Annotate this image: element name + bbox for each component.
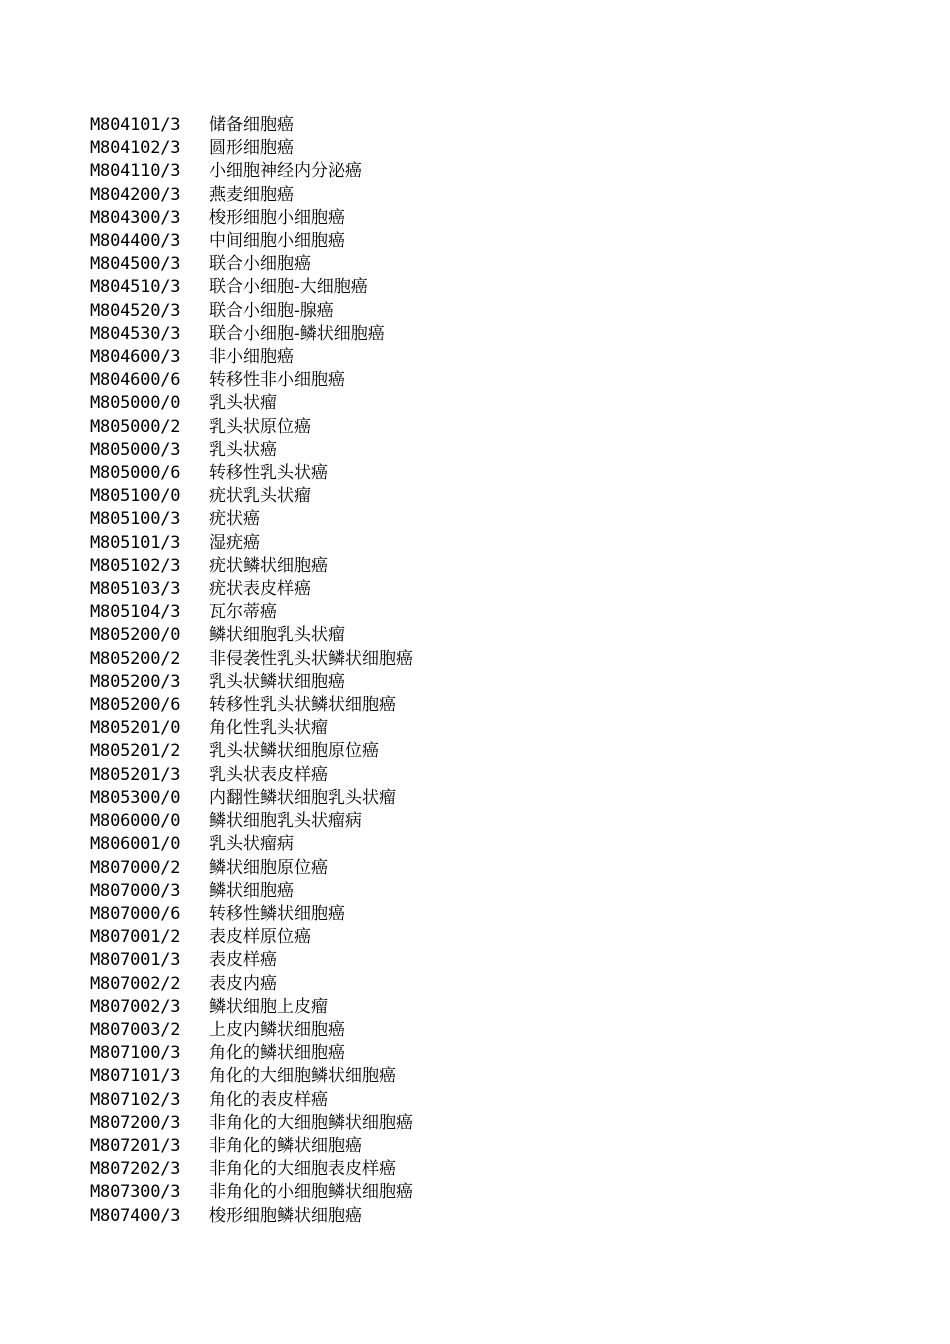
- morphology-code: M804500/3: [90, 254, 181, 275]
- morphology-code: M807201/3: [90, 1135, 181, 1156]
- morphology-code: M807002/2: [90, 973, 181, 994]
- morphology-code: M807202/3: [90, 1159, 181, 1180]
- table-row: [90, 717, 413, 740]
- table-row: [90, 439, 413, 462]
- table-row: [90, 601, 413, 624]
- diagnosis-name: 转移性乳头状鳞状细胞癌: [209, 695, 396, 716]
- morphology-code: M804102/3: [90, 138, 181, 159]
- diagnosis-name: 联合小细胞-大细胞癌: [209, 277, 368, 298]
- table-row: [90, 555, 413, 578]
- table-row: [90, 137, 413, 160]
- table-row: [90, 1181, 413, 1204]
- diagnosis-name: 联合小细胞-鳞状细胞癌: [209, 323, 385, 344]
- table-row: [90, 996, 413, 1019]
- table-row: [90, 1158, 413, 1181]
- morphology-code: M805200/2: [90, 648, 181, 669]
- diagnosis-name: 乳头状原位癌: [209, 416, 311, 437]
- table-row: [90, 508, 413, 531]
- morphology-code: M805100/0: [90, 486, 181, 507]
- table-row: [90, 1019, 413, 1042]
- table-row: [90, 253, 413, 276]
- diagnosis-name: 角化的大细胞鳞状细胞癌: [209, 1066, 396, 1087]
- code-table-body: [90, 114, 413, 1228]
- diagnosis-name: 转移性乳头状癌: [209, 463, 328, 484]
- diagnosis-name: 联合小细胞-腺癌: [209, 300, 334, 321]
- morphology-code: M806000/0: [90, 811, 181, 832]
- morphology-code: M804600/6: [90, 370, 181, 391]
- diagnosis-name: 梭形细胞鳞状细胞癌: [209, 1205, 362, 1226]
- table-row: [90, 1042, 413, 1065]
- diagnosis-name: 转移性鳞状细胞癌: [209, 903, 345, 924]
- diagnosis-name: 储备细胞癌: [209, 115, 294, 135]
- table-row: [90, 369, 413, 392]
- diagnosis-name: 疣状鳞状细胞癌: [209, 555, 328, 576]
- diagnosis-name: 中间细胞小细胞癌: [209, 231, 345, 252]
- morphology-code: M805200/6: [90, 695, 181, 716]
- diagnosis-name: 疣状癌: [209, 509, 260, 530]
- table-row: [90, 532, 413, 555]
- morphology-code: M807001/3: [90, 950, 181, 971]
- table-row: [90, 207, 413, 230]
- morphology-code: M805101/3: [90, 532, 181, 553]
- diagnosis-name: 表皮样癌: [209, 950, 277, 971]
- table-row: [90, 1065, 413, 1088]
- table-row: [90, 276, 413, 299]
- diagnosis-name: 鳞状细胞上皮瘤: [209, 996, 328, 1017]
- morphology-code: M804600/3: [90, 347, 181, 368]
- morphology-code: M807003/2: [90, 1019, 181, 1040]
- morphology-code: M805000/3: [90, 439, 181, 460]
- diagnosis-name: 非角化的鳞状细胞癌: [209, 1135, 362, 1156]
- diagnosis-name: 湿疣癌: [209, 532, 260, 553]
- table-row: [90, 624, 413, 647]
- diagnosis-name: 乳头状癌: [209, 439, 277, 460]
- diagnosis-name: 非角化的大细胞鳞状细胞癌: [209, 1112, 413, 1133]
- diagnosis-name: 圆形细胞癌: [209, 138, 294, 159]
- morphology-code: M807102/3: [90, 1089, 181, 1110]
- morphology-code: M804300/3: [90, 207, 181, 228]
- morphology-code: M805201/2: [90, 741, 181, 762]
- morphology-code-table: [90, 114, 413, 1228]
- diagnosis-name: 梭形细胞小细胞癌: [209, 207, 345, 228]
- diagnosis-name: 乳头状表皮样癌: [209, 764, 328, 785]
- table-row: [90, 392, 413, 415]
- table-row: [90, 671, 413, 694]
- diagnosis-name: 内翻性鳞状细胞乳头状瘤: [209, 787, 396, 808]
- diagnosis-name: 乳头状鳞状细胞癌: [209, 671, 345, 692]
- diagnosis-name: 角化的表皮样癌: [209, 1089, 328, 1110]
- diagnosis-name: 转移性非小细胞癌: [209, 370, 345, 391]
- table-row: [90, 740, 413, 763]
- table-row: [90, 160, 413, 183]
- morphology-code: M804101/3: [90, 115, 181, 135]
- morphology-code: M805103/3: [90, 579, 181, 600]
- morphology-code: M805104/3: [90, 602, 181, 623]
- diagnosis-name: 非小细胞癌: [209, 347, 294, 368]
- morphology-code: M807200/3: [90, 1112, 181, 1133]
- diagnosis-name: 表皮样原位癌: [209, 927, 311, 948]
- table-row: [90, 1205, 413, 1228]
- table-row: [90, 184, 413, 207]
- diagnosis-name: 鳞状细胞原位癌: [209, 857, 328, 878]
- diagnosis-name: 乳头状鳞状细胞原位癌: [209, 741, 379, 762]
- table-row: [90, 880, 413, 903]
- table-row: [90, 764, 413, 787]
- morphology-code: M805300/0: [90, 787, 181, 808]
- diagnosis-name: 疣状表皮样癌: [209, 579, 311, 600]
- table-row: [90, 833, 413, 856]
- morphology-code: M807002/3: [90, 996, 181, 1017]
- diagnosis-name: 角化的鳞状细胞癌: [209, 1043, 345, 1064]
- morphology-code: M807000/3: [90, 880, 181, 901]
- morphology-code: M807000/2: [90, 857, 181, 878]
- table-row: [90, 416, 413, 439]
- morphology-code: M805102/3: [90, 555, 181, 576]
- diagnosis-name: 非侵袭性乳头状鳞状细胞癌: [209, 648, 413, 669]
- morphology-code: M805201/0: [90, 718, 181, 739]
- table-row: [90, 1135, 413, 1158]
- table-row: [90, 578, 413, 601]
- morphology-code: M807001/2: [90, 927, 181, 948]
- table-row: [90, 1089, 413, 1112]
- table-row: [90, 485, 413, 508]
- table-row: [90, 1112, 413, 1135]
- morphology-code: M807101/3: [90, 1066, 181, 1087]
- diagnosis-name: 角化性乳头状瘤: [209, 718, 328, 739]
- table-row: [90, 648, 413, 671]
- morphology-code: M805201/3: [90, 764, 181, 785]
- morphology-code: M805200/0: [90, 625, 181, 646]
- table-row: [90, 230, 413, 253]
- diagnosis-name: 非角化的小细胞鳞状细胞癌: [209, 1182, 413, 1203]
- table-row: [90, 926, 413, 949]
- table-row: [90, 903, 413, 926]
- diagnosis-name: 表皮内癌: [209, 973, 277, 994]
- table-row: [90, 949, 413, 972]
- morphology-code: M804200/3: [90, 184, 181, 205]
- morphology-code: M806001/0: [90, 834, 181, 855]
- table-row: [90, 857, 413, 880]
- morphology-code: M804400/3: [90, 231, 181, 252]
- diagnosis-name: 小细胞神经内分泌癌: [209, 161, 362, 182]
- morphology-code: M807300/3: [90, 1182, 181, 1203]
- diagnosis-name: 上皮内鳞状细胞癌: [209, 1019, 345, 1040]
- diagnosis-name: 鳞状细胞乳头状瘤病: [209, 811, 362, 832]
- table-row: [90, 787, 413, 810]
- diagnosis-name: 乳头状瘤病: [209, 834, 294, 855]
- table-row: [90, 694, 413, 717]
- diagnosis-name: 乳头状瘤: [209, 393, 277, 414]
- table-row: [90, 114, 413, 137]
- table-row: [90, 810, 413, 833]
- diagnosis-name: 瓦尔蒂癌: [209, 602, 277, 623]
- morphology-code: M805000/0: [90, 393, 181, 414]
- table-row: [90, 346, 413, 369]
- table-row: [90, 462, 413, 485]
- table-row: [90, 323, 413, 346]
- diagnosis-name: 联合小细胞癌: [209, 254, 311, 275]
- diagnosis-name: 疣状乳头状瘤: [209, 486, 311, 507]
- morphology-code: M805000/6: [90, 463, 181, 484]
- diagnosis-name: 非角化的大细胞表皮样癌: [209, 1159, 396, 1180]
- morphology-code: M807000/6: [90, 903, 181, 924]
- morphology-code: M804110/3: [90, 161, 181, 182]
- morphology-code: M807400/3: [90, 1205, 181, 1226]
- morphology-code: M805200/3: [90, 671, 181, 692]
- morphology-code: M805000/2: [90, 416, 181, 437]
- morphology-code: M804520/3: [90, 300, 181, 321]
- table-row: [90, 973, 413, 996]
- morphology-code: M807100/3: [90, 1043, 181, 1064]
- morphology-code: M804510/3: [90, 277, 181, 298]
- diagnosis-name: 燕麦细胞癌: [209, 184, 294, 205]
- table-row: [90, 300, 413, 323]
- diagnosis-name: 鳞状细胞乳头状瘤: [209, 625, 345, 646]
- diagnosis-name: 鳞状细胞癌: [209, 880, 294, 901]
- morphology-code: M804530/3: [90, 323, 181, 344]
- morphology-code: M805100/3: [90, 509, 181, 530]
